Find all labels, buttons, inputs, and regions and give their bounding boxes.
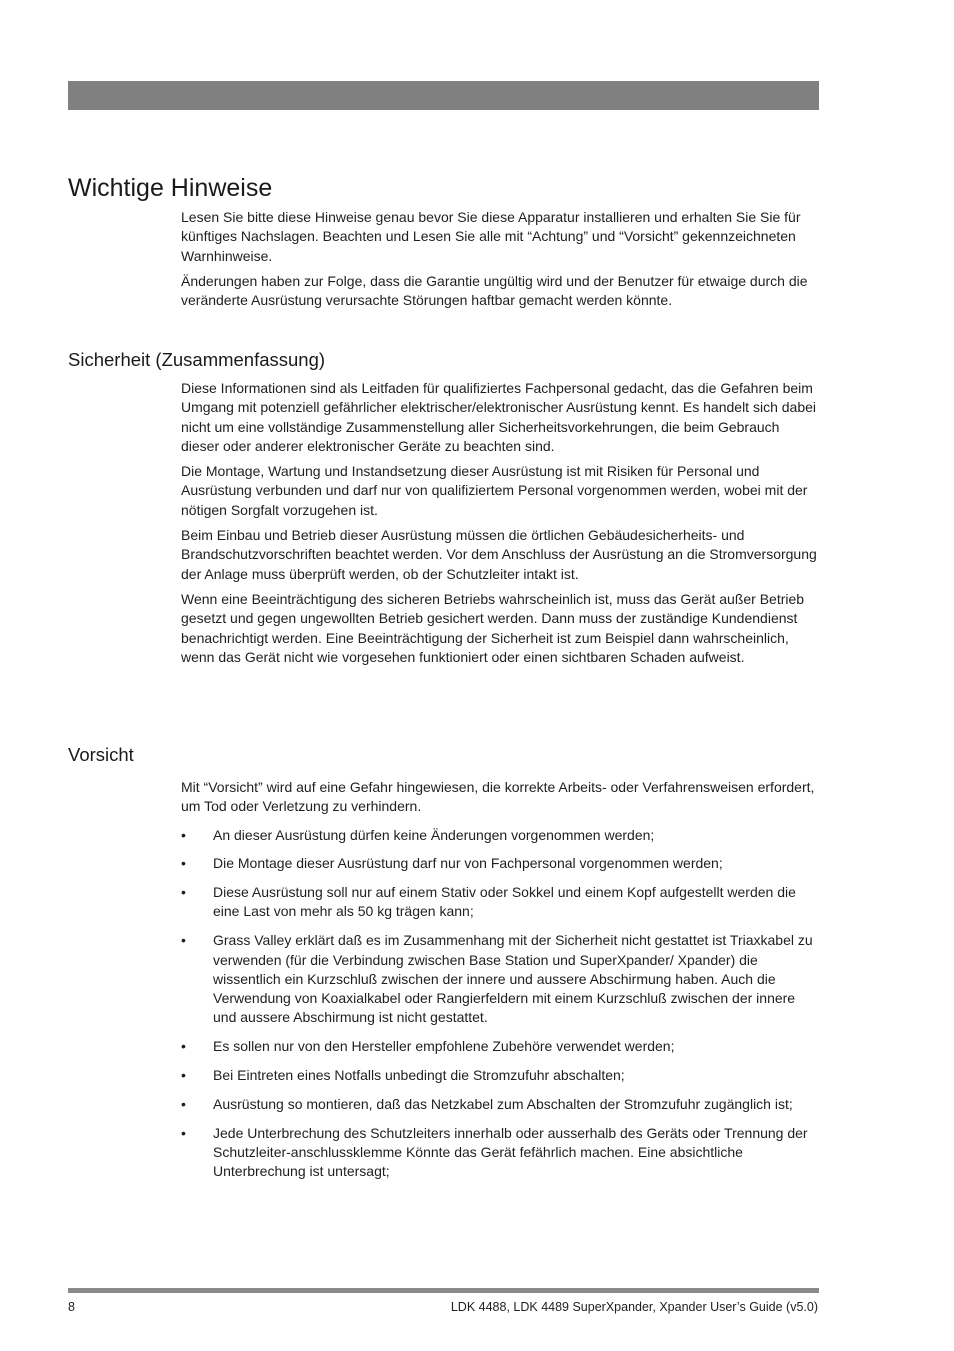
list-item-text: Jede Unterbrechung des Schutzleiters innerhalb oder ausserhalb des Geräts oder Trennung der Schutzleiter-anschlussklemme Könnte das Gerät fefährlich machen. Eine absichtliche Unterbrechung ist untersagt; xyxy=(213,1124,808,1180)
bullet-icon: • xyxy=(181,1067,186,1084)
header-bar xyxy=(68,81,819,110)
list-item xyxy=(181,826,821,845)
list-item xyxy=(181,1124,821,1182)
list-item-text: Diese Ausrüstung soll nur auf einem Stativ oder Sokkel und einem Kopf aufgestellt werden die eine Last von mehr als 50 kg trägen kann; xyxy=(213,884,796,920)
bullet-icon: • xyxy=(181,855,186,872)
page-number: 8 xyxy=(68,1300,75,1314)
safety-paragraph: Diese Informationen sind als Leitfaden für qualifiziertes Fachpersonal gedacht, das die Gefahren beim Umgang mit potenziell gefährlicher elektrischer/elektronischer Ausrüstung kennt. Es handelt sich dabei nicht um eine vollständige Zusammenstellung aller Sicherheitsvorkehrungen, die beim Gebrauch dieser oder anderer elektronischer Geräte zu beachten sind. xyxy=(181,380,817,454)
intro-paragraph: Lesen Sie bitte diese Hinweise genau bevor Sie diese Apparatur installieren und erhalten Sie Sie für künftiges Nachslagen. Beachten und Lesen Sie alle mit “Achtung” und “Vorsicht” gekennzeichneten Warnhinweise. xyxy=(181,209,801,264)
safety-paragraph: Beim Einbau und Betrieb dieser Ausrüstung müssen die örtlichen Gebäudesicherheits- und Brandschutzvorschriften beachtet werden. Vor dem Anschluss der Ausrüstung an die Stromversorgung der Anlage muss überprüft werden, ob der Schutzleiter intakt ist. xyxy=(181,527,817,582)
safety-paragraph: Die Montage, Wartung und Instandsetzung dieser Ausrüstung ist mit Risiken für Personal und Ausrüstung verbunden und darf nur von qualifiziertem Personal vorgenommen werden, wobei mit der nötigen Sorgfalt vorzugehen ist. xyxy=(181,463,808,518)
bullet-icon: • xyxy=(181,884,186,901)
section-heading-safety: Sicherheit (Zusammenfassung) xyxy=(68,349,326,370)
caution-list xyxy=(181,826,821,1182)
caution-section xyxy=(181,778,821,1191)
bullet-icon: • xyxy=(181,1124,186,1141)
footer-rule xyxy=(68,1288,819,1293)
bullet-icon: • xyxy=(181,1038,186,1055)
list-item xyxy=(181,1066,821,1085)
list-item xyxy=(181,1037,821,1056)
page-title: Wichtige Hinweise xyxy=(68,174,273,202)
list-item xyxy=(181,883,821,922)
bullet-icon: • xyxy=(181,1095,186,1112)
caution-intro: Mit “Vorsicht” wird auf eine Gefahr hingewiesen, die korrekte Arbeits- oder Verfahrensweisen erfordert, um Tod oder Verletzung zu verhindern. xyxy=(181,779,815,815)
list-item xyxy=(181,1095,821,1114)
list-item xyxy=(181,931,821,1027)
list-item-text: An dieser Ausrüstung dürfen keine Änderungen vorgenommen werden; xyxy=(213,826,655,843)
list-item-text: Die Montage dieser Ausrüstung darf nur von Fachpersonal vorgenommen werden; xyxy=(213,855,723,872)
safety-paragraph: Wenn eine Beeinträchtigung des sicheren Betriebs wahrscheinlich ist, muss das Gerät außer Betrieb gesetzt und gegen ungewollten Betrieb gesichert werden. Dann muss der zuständige Kundendienst benachrichtigt werden. Eine Beeinträchtigung der Sicherheit ist zum Beispiel dann wahrscheinlich, wenn das Gerät nicht wie vorgesehen funktioniert oder einen sichtbaren Schaden aufweist. xyxy=(181,590,805,665)
document-title: LDK 4488, LDK 4489 SuperXpander, Xpander User’s Guide (v5.0) xyxy=(450,1300,818,1314)
list-item-text: Es sollen nur von den Hersteller empfohlene Zubehöre verwendet werden; xyxy=(213,1038,675,1055)
section-heading-caution: Vorsicht xyxy=(68,744,134,765)
bullet-icon: • xyxy=(181,826,186,843)
list-item-text: Grass Valley erklärt daß es im Zusammenhang mit der Sicherheit nicht gestattet ist Triaxkabel zu verwenden (für die Verbindung zwischen Base Station und SuperXpander/ Xpander) die wissentlich ein Kurzschluß zwischen der innere und aussere Abschirmung haben. Auch die Verwendung von Koaxialkabel oder Rangierfeldern mit einem Kurzschluß zwischen der innere und aussere Abschirmung ist nicht gestattet. xyxy=(213,932,813,1026)
bullet-icon: • xyxy=(181,932,186,949)
intro-section xyxy=(181,208,821,316)
safety-section xyxy=(181,379,821,673)
list-item-text: Bei Eintreten eines Notfalls unbedingt die Stromzufuhr abschalten; xyxy=(213,1067,625,1084)
intro-paragraph: Änderungen haben zur Folge, dass die Garantie ungültig wird und der Benutzer für etwaige durch die veränderte Ausrüstung verursachte Störungen haftbar gemacht werden könnte. xyxy=(181,272,808,309)
list-item-text: Ausrüstung so montieren, daß das Netzkabel zum Abschalten der Stromzufuhr zugänglich ist; xyxy=(213,1095,793,1112)
list-item xyxy=(181,854,821,873)
